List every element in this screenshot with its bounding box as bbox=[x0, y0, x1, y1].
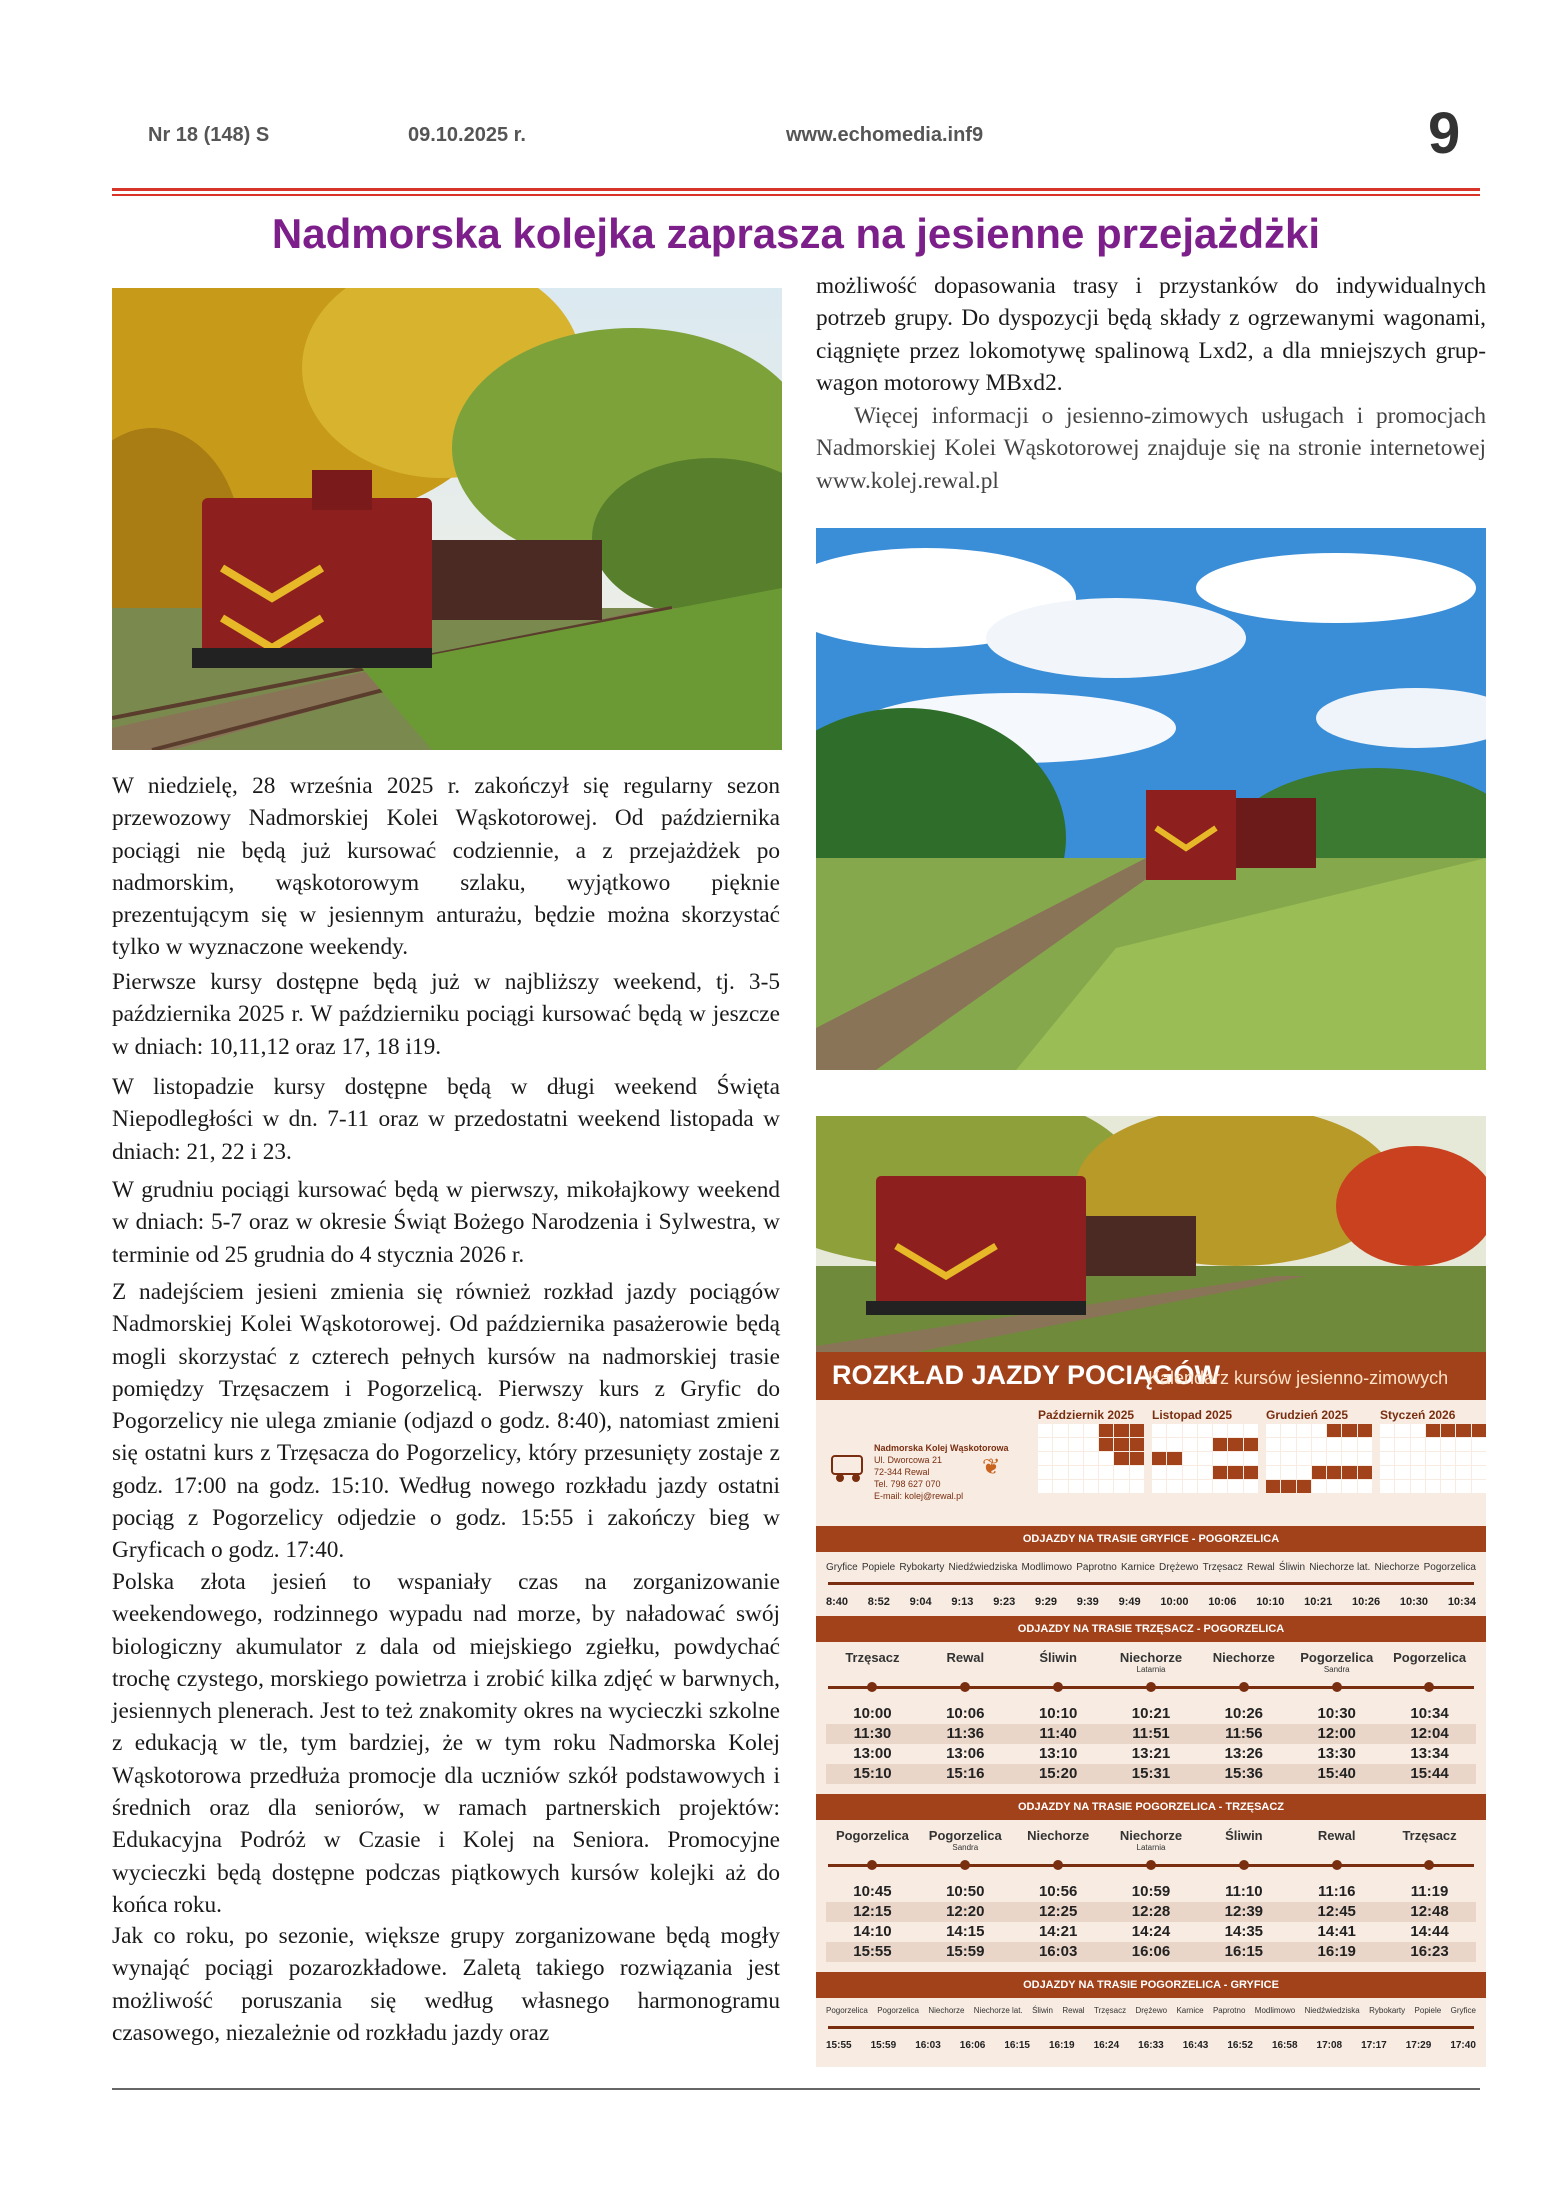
paragraph-6: Polska złota jesień to wspaniały czas na zorganizowanie weekendowego, rodzinnego wypadu nad morze, by naładować swój biologiczny akumulator z dala od miejskiego zgiełku, powdychać trochę czystego, morskiego powietrza i zrobić kilka zdjęć w barwnych, jesiennych plenerach. Jest to też znakomity okres na wycieczki szkolne z edukacją w tle, tym bardziej, że w tym roku Nadmorska Kolej Wąskotorowa przedłuża promocje dla uczniów szkół podstawowych i średnich oraz dla seniorów, w ramach partnerskich projektów: Edukacyjna Podróż w Czasie i Kolej na Seniora. Promocyjne wycieczki będą dostępne podczas piątkowych kursów kolejki aż do końca roku. bbox=[112, 1569, 780, 1918]
departure-time: 10:10 bbox=[1256, 1596, 1285, 1608]
operator-info bbox=[822, 1408, 1032, 1538]
timetable-title: ROZKŁAD JAZDY POCIĄGÓW bbox=[832, 1360, 1221, 1390]
station: Niechorze bbox=[1374, 1562, 1420, 1573]
departure-time: 17:29 bbox=[1405, 2040, 1432, 2051]
time-row: 15:55 15:59 16:03 16:06 16:15 16:19 16:23 bbox=[826, 1942, 1476, 1962]
station: Paprotno bbox=[1076, 1562, 1117, 1573]
station: Niechorze lat. bbox=[1309, 1562, 1371, 1573]
departure-time: 8:52 bbox=[867, 1596, 890, 1608]
departure-time: 17:40 bbox=[1450, 2040, 1476, 2051]
station: Niechorze bbox=[1027, 1828, 1090, 1843]
station: Modlimowo bbox=[1254, 2006, 1296, 2015]
station: Pogorzelica bbox=[826, 2006, 868, 2015]
departure-time: 8:40 bbox=[826, 1596, 849, 1608]
station: Rybokarty bbox=[1369, 2006, 1406, 2015]
route-line bbox=[828, 1582, 1474, 1585]
calendar-month: Styczeń bbox=[1380, 1408, 1426, 1422]
departure-time: 9:39 bbox=[1076, 1596, 1099, 1608]
paragraph-3: W listopadzie kursy dostępne będą w długi weekend Święta Niepodległości w dn. 7-11 oraz w przedostatni weekend listopada w dniach: 21, 22 i 23. bbox=[112, 1074, 780, 1165]
station: Śliwin bbox=[1225, 1828, 1263, 1843]
calendar-grid bbox=[1038, 1424, 1144, 1493]
route-stops bbox=[826, 1682, 1476, 1692]
train-logo-icon bbox=[830, 1448, 870, 1484]
article-headline: Nadmorska kolejka zaprasza na jesienne przejażdżki bbox=[271, 210, 1321, 257]
station: Pogorzelica Sandra bbox=[1300, 1650, 1374, 1674]
departure-time: 9:29 bbox=[1034, 1596, 1058, 1608]
station: Trzęsacz bbox=[1402, 1828, 1457, 1843]
calendar-december bbox=[1266, 1408, 1372, 1534]
station: Pogorzelica bbox=[835, 1828, 909, 1843]
station: Pogorzelica Sandra bbox=[928, 1828, 1002, 1852]
station: Niechorze Latarnia bbox=[1119, 1828, 1183, 1852]
station: Niechorze lat. bbox=[973, 2006, 1023, 2015]
route-band-pogorzelica-trzesacz: ODJAZDY NA TRASIE POGORZELICA - TRZĘSACZ bbox=[816, 1794, 1486, 1820]
station: Trzęsacz bbox=[845, 1650, 900, 1665]
station-row bbox=[826, 1562, 1476, 1573]
time-row: 12:15 12:20 12:25 12:28 12:39 12:45 12:48 bbox=[826, 1902, 1476, 1922]
departure-time: 9:49 bbox=[1118, 1596, 1141, 1608]
station: Paprotno bbox=[1212, 2006, 1246, 2015]
operator-phone: Tel. 798 627 070 bbox=[874, 1479, 941, 1489]
leaf-icon: ❦ bbox=[982, 1454, 1001, 1479]
calendar-january bbox=[1380, 1408, 1486, 1534]
paragraph-4: W grudniu pociągi kursować będą w pierwszy, mikołajkowy weekend w dniach: 5-7 oraz w okresie Świąt Bożego Narodzenia i Sylwestra, w terminie od 25 grudnia do 4 stycznia 2026 r. bbox=[112, 1177, 780, 1268]
time-row bbox=[826, 1596, 1476, 1608]
departure-time: 16:03 bbox=[915, 2040, 941, 2051]
departure-time: 10:26 bbox=[1352, 1596, 1381, 1608]
page-header bbox=[0, 118, 1558, 158]
operator-name: Nadmorska Kolej Wąskotorowa bbox=[874, 1443, 1009, 1453]
departure-time: 16:58 bbox=[1271, 2040, 1298, 2051]
station-row bbox=[826, 1828, 1476, 1852]
issue-date: 09.10.2025 r. bbox=[408, 124, 526, 146]
header-rule bbox=[112, 188, 1480, 191]
departure-time: 16:06 bbox=[959, 2040, 986, 2051]
station-row bbox=[826, 1650, 1476, 1674]
departure-time: 10:30 bbox=[1399, 1596, 1429, 1608]
station: Popiele bbox=[861, 1562, 896, 1573]
station: Trzęsacz bbox=[1202, 1562, 1243, 1573]
route-band-gryfice-pogorzelica: ODJAZDY NA TRASIE GRYFICE - POGORZELICA bbox=[816, 1526, 1486, 1552]
station: Modlimowo bbox=[1021, 1562, 1073, 1573]
paragraph-7: Jak co roku, po sezonie, większe grupy zorganizowane będą mogły wynająć pociągi pozarozkładowe. Zaletą takiego rozwiązania jest możliwość poruszania się według własnego harmonogramu czasowego, niezależnie od rozkładu jazdy oraz bbox=[112, 1923, 780, 2046]
issue-number: Nr 18 (148) S bbox=[148, 124, 270, 146]
station: Gryfice bbox=[1450, 2006, 1476, 2015]
departure-time: 9:23 bbox=[993, 1596, 1016, 1608]
departure-time: 10:21 bbox=[1304, 1596, 1333, 1608]
departure-time: 16:15 bbox=[1004, 2040, 1030, 2051]
departure-time: 17:08 bbox=[1316, 2040, 1343, 2051]
header-rule-thin bbox=[112, 194, 1480, 196]
calendar-month: Październik bbox=[1038, 1408, 1105, 1422]
paragraph-continued: możliwość dopasowania trasy i przystanków do indywidualnych potrzeb grupy. Do dyspozycji będą składy z ogrzewanymi wagonami, ciągnięte przez lokomotywę spalinową Lxd2, a dla mniejszych grup- wagon motorowy MBxd2. bbox=[816, 273, 1486, 396]
calendar-grid bbox=[1380, 1424, 1486, 1493]
website: www.echomedia.inf9 bbox=[786, 124, 984, 146]
calendar-grid bbox=[1266, 1424, 1372, 1493]
timetable-header bbox=[816, 1352, 1486, 1400]
station-row bbox=[826, 2006, 1476, 2015]
station: Rewal bbox=[1246, 1562, 1275, 1573]
departure-time: 9:13 bbox=[951, 1596, 974, 1608]
paragraph-more-info: Więcej informacji o jesienno-zimowych usługach i promocjach Nadmorskiej Kolei Wąskotorowej znajduje się na stronie internetowej www.kolej.rewal.pl bbox=[816, 403, 1486, 494]
departure-time: 10:34 bbox=[1447, 1596, 1476, 1608]
operator-city: 72-344 Rewal bbox=[874, 1467, 930, 1477]
station: Gryfice bbox=[826, 1562, 858, 1573]
station: Rewal bbox=[1317, 1828, 1356, 1843]
paragraph-5: Z nadejściem jesieni zmienia się również rozkład jazdy pociągów Nadmorskiej Kolei Wąskotorowej. Od października pasażerowie będą mogli skorzystać z czterech pełnych kursów na nadmorskiej trasie pomiędzy Trzęsaczem i Pogorzelicą. Pierwszy kurs z Gryfic do Pogorzelicy nie ulega zmianie (odjazd o godz. 8:40), natomiast zmieni się ostatni kurs z Trzęsacza do Pogorzelicy, który przesunięty zostaje z godz. 17:00 na godz. 15:10. Według nowego rozkładu jazdy ostatni pociąg z Pogorzelicy odjedzie o godz. 15:55 i zakończy bieg w Gryficach o godz. 17:40. bbox=[112, 1279, 780, 1564]
station: Niechorze Latarnia bbox=[1119, 1650, 1183, 1674]
station: Niechorze bbox=[1212, 1650, 1275, 1665]
calendar-year: 2025 bbox=[1205, 1408, 1233, 1422]
calendar-month: Listopad bbox=[1152, 1408, 1202, 1422]
departure-time: 16:43 bbox=[1182, 2040, 1209, 2051]
station: Drężewo bbox=[1135, 2006, 1168, 2015]
footer-rule bbox=[112, 2088, 1480, 2090]
station: Drężewo bbox=[1159, 1562, 1199, 1573]
time-row: 10:45 10:50 10:56 10:59 11:10 11:16 11:19 bbox=[853, 1883, 1449, 1900]
time-row: 11:30 11:36 11:40 11:51 11:56 12:00 12:04 bbox=[826, 1724, 1476, 1744]
timetable-poster bbox=[816, 1352, 1486, 2067]
station: Niedźwiedziska bbox=[1304, 2006, 1360, 2015]
station: Karnice bbox=[1176, 2006, 1204, 2015]
calendar-november bbox=[1152, 1408, 1258, 1534]
departure-time: 15:59 bbox=[870, 2040, 897, 2051]
time-row: 15:10 15:16 15:20 15:31 15:36 15:40 15:44 bbox=[826, 1764, 1476, 1784]
timetable-subtitle: Kalendarz kursów jesienno-zimowych bbox=[1148, 1368, 1449, 1388]
departure-time: 10:00 bbox=[1160, 1596, 1189, 1608]
calendar-year: 2025 bbox=[1321, 1408, 1349, 1422]
station: Rybokarty bbox=[899, 1562, 945, 1573]
time-row: 14:10 14:15 14:21 14:24 14:35 14:41 14:44 bbox=[853, 1923, 1449, 1940]
departure-time: 15:55 bbox=[826, 2040, 852, 2051]
station: Pogorzelica bbox=[1393, 1650, 1467, 1665]
station: Karnice bbox=[1120, 1562, 1155, 1573]
station: Niedźwiedziska bbox=[948, 1562, 1018, 1573]
photo-train-autumn-2 bbox=[816, 1116, 1486, 1356]
departure-time: 16:52 bbox=[1227, 2040, 1253, 2051]
calendar-grid bbox=[1152, 1424, 1258, 1493]
station: Trzęsacz bbox=[1093, 2006, 1127, 2015]
time-row: 13:00 13:06 13:10 13:21 13:26 13:30 13:34 bbox=[853, 1745, 1449, 1762]
station: Śliwin bbox=[1278, 1562, 1306, 1573]
calendar-year: 2026 bbox=[1428, 1408, 1456, 1422]
operator-street: Ul. Dworcowa 21 bbox=[874, 1455, 943, 1465]
calendar-october bbox=[1038, 1408, 1144, 1534]
station: Pogorzelica bbox=[1423, 1562, 1476, 1573]
departure-time: 16:24 bbox=[1093, 2040, 1120, 2051]
station: Rewal bbox=[1062, 2006, 1085, 2015]
departure-time: 10:06 bbox=[1208, 1596, 1237, 1608]
route-band-trzesacz-pogorzelica: ODJAZDY NA TRASIE TRZĘSACZ - POGORZELICA bbox=[816, 1616, 1486, 1642]
station: Popiele bbox=[1414, 2006, 1442, 2015]
paragraph-1: W niedzielę, 28 września 2025 r. zakończył się regularny sezon przewozowy Nadmorskiej Kolei Wąskotorowej. Od października pociągi nie będą już kursować codziennie, a z przejażdżek po nadmorskim, wąskotorowym szlaku, wyjątkowo pięknie prezentującym się w jesiennym anturażu, będzie można skorzystać tylko w wyznaczone weekendy. bbox=[112, 773, 780, 961]
time-row bbox=[826, 2040, 1476, 2051]
operator-email: E-mail: kolej@rewal.pl bbox=[874, 1491, 964, 1501]
time-row: 10:00 10:06 10:10 10:21 10:26 10:30 10:34 bbox=[853, 1705, 1449, 1722]
station: Śliwin bbox=[1032, 2006, 1053, 2015]
paragraph-2: Pierwsze kursy dostępne będą już w najbliższy weekend, tj. 3-5 października 2025 r. W październiku pociągi kursować będą w jeszcze w dniach: 10,11,12 oraz 17, 18 i19. bbox=[112, 969, 780, 1060]
calendar-year: 2025 bbox=[1107, 1408, 1135, 1422]
station: Śliwin bbox=[1039, 1650, 1077, 1665]
departure-time: 16:33 bbox=[1138, 2040, 1164, 2051]
departure-time: 16:19 bbox=[1048, 2040, 1075, 2051]
route-band-pogorzelica-gryfice: ODJAZDY NA TRASIE POGORZELICA - GRYFICE bbox=[816, 1972, 1486, 1998]
station: Niechorze bbox=[928, 2006, 965, 2015]
departure-time: 17:17 bbox=[1361, 2040, 1387, 2051]
calendar-month: Grudzień bbox=[1266, 1408, 1319, 1422]
departure-time: 9:04 bbox=[909, 1596, 932, 1608]
route-stops bbox=[826, 1860, 1476, 1870]
photo-summer-train bbox=[816, 528, 1486, 1070]
route-line bbox=[828, 2026, 1474, 2029]
photo-autumn-train bbox=[112, 288, 782, 750]
page-number: 9 bbox=[1428, 101, 1461, 166]
station: Rewal bbox=[946, 1650, 985, 1665]
station: Pogorzelica bbox=[877, 2006, 919, 2015]
